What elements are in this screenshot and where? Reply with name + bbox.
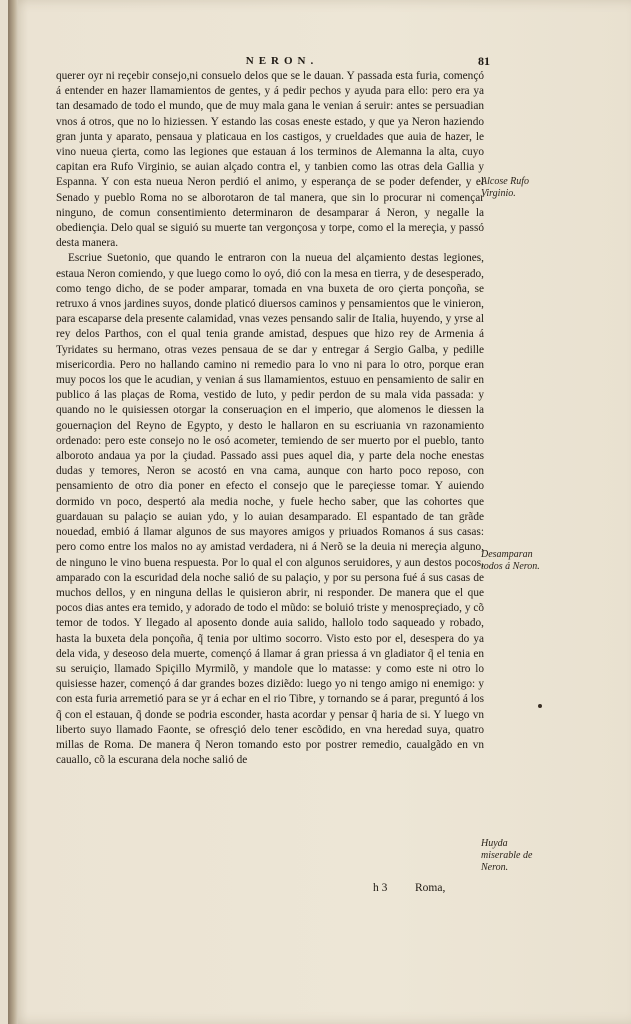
catchword: Roma, bbox=[415, 882, 446, 894]
margin-note: Desamparan todos á Neron. bbox=[481, 549, 540, 572]
paragraph: Escriue Suetonio, que quando le entraron con la nueua del alçamiento destas legiones, estaua Neron comiendo, y que luego como lo oyó, dió con la mesa en tierra, y de desesperado, como tengo dicho, de se poder amparar, tomada en vna buxeta de oro çierta ponçoña, se retruxo á vnos jardines suyos, donde platicó diuersos caminos y pensamientos que le vinieron, para escaparse dela presente calamidad, vnas vezes pensando salir de Italia, huyendo, y yrse al rey delos Parthos, con el qual tenia grande amistad, despues que hizo rey de Armenia á Tyridates su hermano, otras vezes pensaua de se dar y entregar á Sergio Galba, y pedille misericordia. Pero no hallando camino ni remedio para lo vno ni para lo otro, porque eran muy pocos los que le acudian, y venian á sus llamamientos, estuuo en pensamiento de salir en publico á las plaças de Roma, vestido de luto, y pedir perdon de su mala vida passada: y quando no le quisiessen otorgar la conseruaçion en el imperio, que alomenos le diessen la gouernaçion del Reyno de Egypto, y desto le hallaron en su escriuania vn razonamiento ordenado: pero este consejo no le osó acometer, temiendo de ser muerto por el pueblo, tanto alboroto andaua ya por la çiudad. Passado assi pues aquel dia, y parte dela noche enestas dudas y temores, Neron se acostó en vna cama, aunque con harto poco reposo, con pensamiento de otro dia poner en efecto el consejo que le pareçiesse tomar. Y auiendo dormido vn poco, despertó ala media noche, y fuele hecho saber, que las cohortes que guardauan su palaçio se auian ydo, y lo auian desamparado. El espantado de tan grãde nouedad, embió á llamar algunos de sus mayores amigos y priuados Romanos á sus casas: pero como entre los malos no ay amistad verdadera, ni á Nerõ se la deuia ni mereçia alguno, de ninguno le vino buena respuesta. Por lo qual el con algunos seruidores, y aun destos pocos, amparado con la escuridad dela noche salió de su palaçio, y por su persona fué á sus casas de muchos dellos, y en ninguna dellas le quisieron abrir, ni responder. De manera que el que pocos dias antes era temido, y adorado de todo el mũdo: se boluió triste y menospreçiado, y cõ temor de todos. Y llegado al aposento donde auia salido, hallolo todo saqueado y robado, hasta la buxeta dela ponçoña, q̃ tenia por ultimo socorro. Visto esto por el, desespera do ya dela vida, y deseoso dela muerte, començó á llamar á gran priessa á vn gladiator q̃ el tenia en su seruiçio, llamado Spiçillo Myrmilõ, y mandole que lo matasse: y como este ni otro lo quisiesse hazer, començó á dar grandes bozes diziẽdo: luego yo ni tengo amigo ni enemigo: y con esta furia arremetió para se yr á echar en el rio Tibre, y tornando se á parar, preguntó á los q̃ con el estauan, q̃ donde se podria esconder, hasta acordar y pensar q̃ haria de si. Y luego vn liberto suyo llamado Faonte, se ofresçió delo tener escõdido, en vna heredad suya, quatro millas de Roma. De manera q̃ Neron tomando esto por postrer remedio, caualgãdo en vn cauallo, cõ la escurana dela noche salió de bbox=[56, 252, 484, 767]
main-text-block bbox=[56, 69, 484, 768]
page-number: 81 bbox=[478, 54, 490, 68]
running-title: NERON. bbox=[245, 55, 319, 67]
paragraph: querer oyr ni reçebir consejo,ni consuelo delos que se le dauan. Y passada esta furia, començó á entender en hazer llamamientos de gentes, y á pedir pechos y ayuda para ello: pero era ya tan desamado de todo el mundo, que de muy mala gana le venian á seruir: antes se persuadian vnos á otros, que no lo hiziessen. Y estando las cosas eneste estado, y que ya Neron haziendo gran junta y aparato, pensaua y platicaua en los castigos, y crueldades que auia de hazer, le vino nueua çierta, como las legiones que estauan á los terminos de Alemanna la alta, cuyo capitan era Rufo Virginio, se auian alçado contra el, y tanbien como las otras dela Gallia y Espanna. Y con esta nueua Neron perdió el animo, y esperança de se poder defender, y el Senado y pueblo Roma no se alborotaron de tal manera, que sin lo procurar ni començar ninguno, de comun consentimiento determinaron de desamparar á Neron, y negalle la obediençia. Delo qual se siguió su muerte tan vergonçosa y torpe, como el la mereçia, y passó desta manera. bbox=[56, 70, 484, 250]
ink-spot bbox=[538, 704, 542, 708]
margin-note: Alcose Rufo Virginio. bbox=[481, 176, 530, 199]
margin-note: Huyda miserable de Neron. bbox=[481, 838, 533, 873]
book-page bbox=[8, 0, 631, 1024]
signature-mark: h 3 bbox=[373, 882, 388, 894]
page-gutter bbox=[8, 0, 18, 1024]
